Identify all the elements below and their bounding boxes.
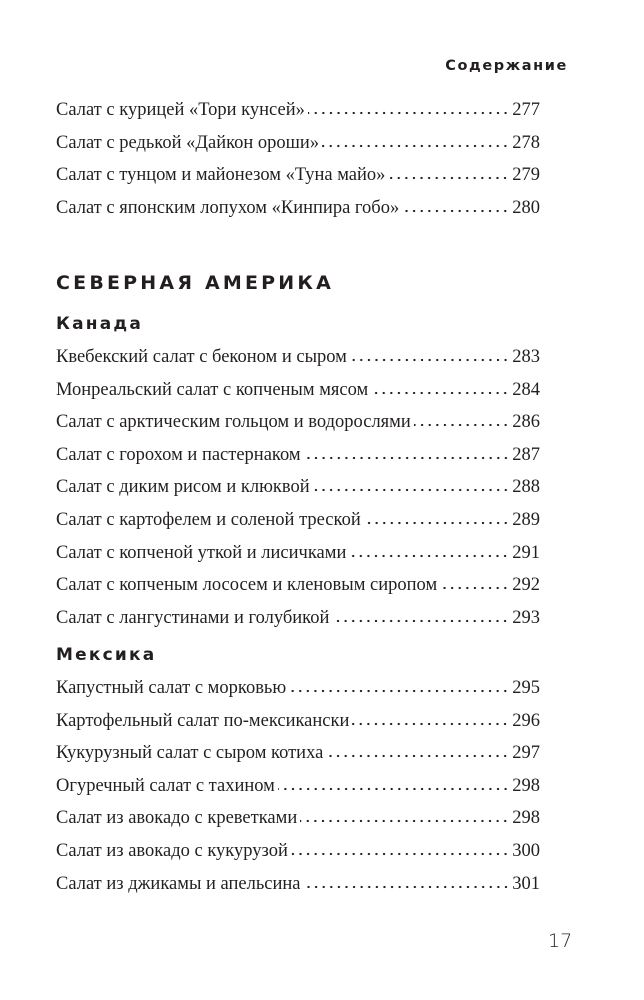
toc-entry-title: Салат из джикамы и апельсина (56, 873, 301, 894)
subsection-title-canada: Канада (56, 314, 143, 334)
toc-entry[interactable] (56, 802, 540, 835)
toc-entry[interactable] (56, 504, 540, 537)
toc-entry-title: Салат из авокадо с креветками (56, 808, 298, 829)
toc-entry[interactable] (56, 705, 540, 738)
toc-entry[interactable] (56, 439, 540, 472)
toc-entry[interactable] (56, 672, 540, 705)
toc-entry-page: 286 (512, 412, 540, 433)
toc-entry[interactable] (56, 159, 540, 192)
toc-entry[interactable] (56, 602, 540, 635)
leader-dots (364, 521, 510, 525)
toc-entry-title: Салат с редькой «Дайкон ороши» (56, 132, 320, 153)
leader-dots (326, 754, 509, 758)
toc-entry[interactable] (56, 374, 540, 407)
toc-entry-title: Салат с арктическим гольцом и водорослями (56, 412, 411, 433)
toc-entry-page: 292 (512, 575, 540, 596)
toc-group-top (56, 94, 540, 224)
leader-dots (300, 819, 509, 823)
leader-dots (289, 689, 509, 693)
toc-entry-title: Салат с лангустинами и голубикой (56, 607, 330, 628)
toc-entry[interactable] (56, 569, 540, 602)
toc-entry-page: 283 (512, 347, 540, 367)
toc-entry-title: Картофельный салат по-мексикански (56, 710, 350, 731)
leader-dots (291, 852, 509, 856)
subsection-title-mexico: Мексика (56, 645, 157, 665)
toc-entry-page: 277 (512, 100, 540, 120)
leader-dots (371, 391, 509, 395)
toc-entry-title: Салат с копченой уткой и лисичками (56, 542, 347, 563)
toc-entry[interactable] (56, 868, 540, 901)
toc-entry[interactable] (56, 341, 540, 374)
page-number: 17 (548, 930, 573, 952)
toc-entry-page: 293 (512, 607, 540, 628)
leader-dots (322, 144, 509, 148)
toc-entry-title: Салат с курицей «Тори кунсей» (56, 100, 305, 120)
toc-entry-title: Салат с японским лопухом «Кинпира гобо» (56, 197, 400, 218)
section-title: СЕВЕРНАЯ АМЕРИКА (56, 272, 335, 294)
toc-entry-title: Монреальский салат с копченым мясом (56, 379, 369, 400)
toc-entry-title: Капустный салат с морковью (56, 678, 287, 698)
leader-dots (278, 787, 509, 791)
leader-dots (313, 488, 510, 492)
toc-entry-title: Салат с копченым лососем и кленовым сиропом (56, 575, 438, 596)
toc-entry-title: Салат из авокадо с кукурузой (56, 840, 288, 861)
running-head: Содержание (445, 58, 568, 74)
toc-entry-page: 298 (512, 775, 540, 796)
leader-dots (402, 209, 509, 213)
toc-entry-page: 297 (512, 743, 540, 764)
toc-entry-title: Салат с картофелем и соленой треской (56, 509, 361, 530)
toc-entry[interactable] (56, 835, 540, 868)
toc-entry[interactable] (56, 94, 540, 127)
toc-entry-page: 288 (512, 477, 540, 498)
toc-entry[interactable] (56, 737, 540, 770)
toc-entry-page: 284 (512, 379, 540, 400)
leader-dots (304, 885, 510, 889)
toc-entry-page: 278 (512, 132, 540, 153)
toc-entry-page: 287 (512, 444, 540, 465)
toc-entry[interactable] (56, 127, 540, 160)
toc-entry-title: Салат с горохом и пастернаком (56, 444, 301, 465)
leader-dots (308, 111, 509, 115)
toc-entry-page: 298 (512, 808, 540, 829)
toc-entry-title: Салат с диким рисом и клюквой (56, 477, 310, 498)
toc-entry-title: Кукурузный салат с сыром котиха (56, 743, 324, 764)
toc-group-mexico (56, 672, 540, 900)
toc-entry-page: 300 (512, 840, 540, 861)
leader-dots (349, 554, 509, 558)
toc-entry-page: 301 (512, 873, 540, 894)
toc-entry[interactable] (56, 770, 540, 803)
toc-entry-page: 280 (512, 197, 540, 218)
toc-entry-page: 289 (512, 509, 540, 530)
leader-dots (440, 586, 509, 590)
toc-entry-page: 279 (512, 165, 540, 186)
toc-entry-page: 296 (512, 710, 540, 731)
toc-group-canada (56, 341, 540, 634)
leader-dots (350, 358, 509, 362)
leader-dots (304, 456, 510, 460)
toc-entry[interactable] (56, 537, 540, 570)
toc-entry-title: Салат с тунцом и майонезом «Туна майо» (56, 165, 386, 186)
toc-entry[interactable] (56, 192, 540, 225)
toc-entry-page: 291 (512, 542, 540, 563)
leader-dots (388, 176, 509, 180)
leader-dots (414, 423, 509, 427)
toc-entry-title: Огуречный салат с тахином (56, 775, 275, 796)
leader-dots (352, 722, 509, 726)
leader-dots (332, 619, 509, 623)
toc-entry[interactable] (56, 406, 540, 439)
toc-entry[interactable] (56, 471, 540, 504)
toc-entry-page: 295 (512, 678, 540, 698)
toc-entry-title: Квебекский салат с беконом и сыром (56, 347, 347, 367)
